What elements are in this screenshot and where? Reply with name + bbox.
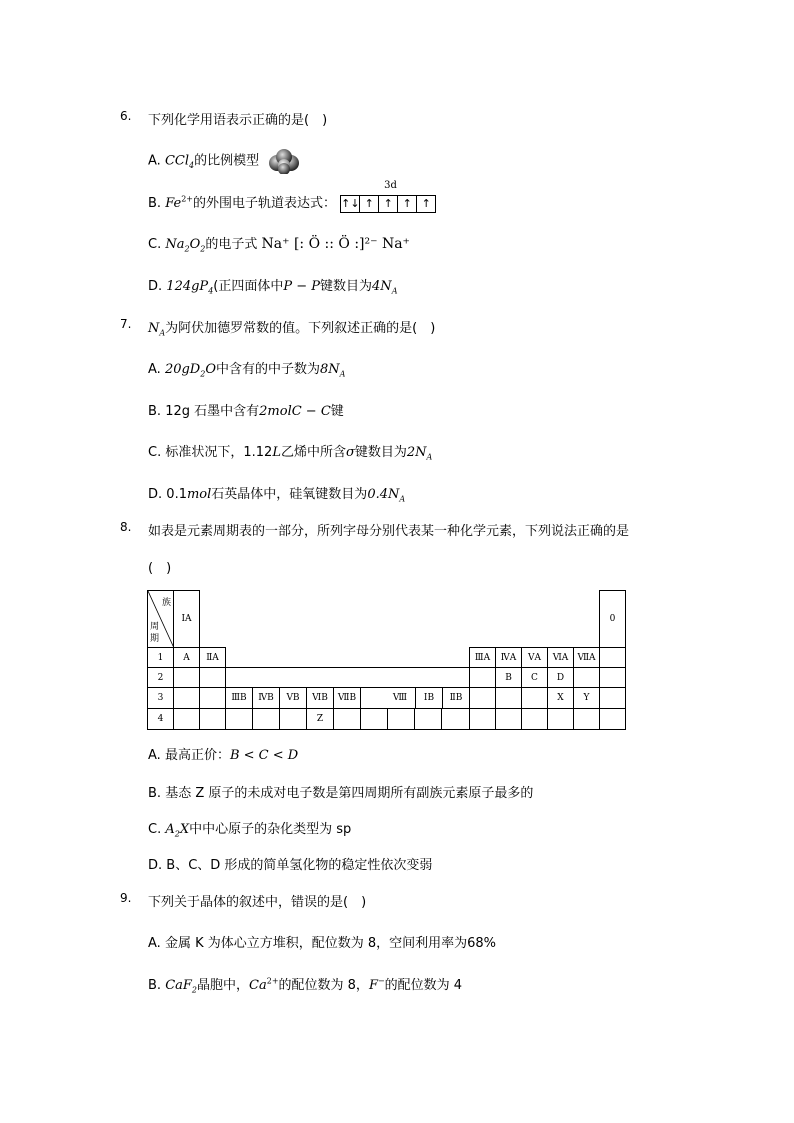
q8-option-a: A. 最高正价：B < C < D (148, 748, 299, 763)
group-label: ⅦB (334, 688, 361, 708)
question-stem: $N_A$为阿伏加德罗常数的值。下列叙述正确的是( ) (148, 321, 436, 338)
group-label: ⅣB (253, 688, 280, 708)
q6-option-b: B. $Fe^{2+}$的外围电子轨道表达式： 3d ↑↓ ↑ ↑ ↑ ↑ (148, 192, 436, 213)
group-label: ⅥA (548, 648, 574, 668)
group-label: ⅥB (307, 688, 334, 708)
question-stem: 下列化学用语表示正确的是( ) (148, 113, 328, 128)
group-label: ⅦA (574, 648, 600, 668)
question-number: 8. (120, 520, 132, 534)
question-stem: 下列关于晶体的叙述中，错误的是( ) (148, 895, 367, 910)
question-number: 6. (120, 109, 132, 123)
element-cell: A (174, 648, 200, 668)
group-label: Ⅷ (385, 688, 416, 708)
period-label: 4 (148, 709, 174, 730)
table-corner-header: 族 周 期 (148, 591, 174, 648)
q8-option-c: C. $A_2X$中中心原子的杂化类型为 sp (148, 822, 352, 839)
group-label: ⅠB (416, 688, 443, 708)
group-label: ⅢA (470, 648, 496, 668)
q9-option-a: A. 金属 K 为体心立方堆积，配位数为 8，空间利用率为68% (148, 936, 497, 951)
group-label: ⅤB (280, 688, 307, 708)
question-number: 7. (120, 317, 132, 331)
question-8-paren: ( ) (148, 561, 172, 576)
element-cell: C (522, 668, 548, 688)
orbital-box: ↑ (421, 196, 431, 210)
element-cell: B (496, 668, 522, 688)
q6-option-c: C. $Na_2O_2$的电子式 Na⁺ [: Ö :: Ö :]²⁻ Na⁺ (148, 236, 410, 254)
group-label: ⅡA (200, 648, 226, 668)
periodic-table (147, 590, 626, 730)
q6-option-a: A. CCl$_4$的比例模型 (148, 148, 301, 174)
group-label: 0 (600, 591, 626, 648)
period-label: 3 (148, 688, 174, 709)
group-label: ⅤA (522, 648, 548, 668)
group-label: ⅡB (449, 693, 463, 703)
group-label: ⅣA (496, 648, 522, 668)
electron-dot-formula: Na⁺ [: Ö :: Ö :]²⁻ Na⁺ (261, 236, 410, 252)
question-number: 9. (120, 891, 132, 905)
space-filling-model-icon (267, 148, 301, 174)
element-cell: D (548, 668, 574, 688)
orbital-diagram: 3d ↑↓ ↑ ↑ ↑ ↑ (340, 195, 436, 213)
period-label: 2 (148, 668, 174, 688)
q8-option-b: B. 基态 Z 原子的未成对电子数是第四周期所有副族元素原子最多的 (148, 786, 534, 801)
q7-option-a: A. $20gD_2O$中含有的中子数为$8N_A$ (148, 362, 346, 379)
element-cell: X (548, 688, 574, 709)
group-label: ⅢB (226, 688, 253, 708)
element-cell: Z (307, 709, 334, 729)
orbital-box: ↑ (360, 196, 379, 212)
orbital-box: ↑ (379, 196, 398, 212)
q9-option-b: B. CaF$_2$晶胞中，$Ca^{2+}$的配位数为 8，F−的配位数为 4 (148, 976, 463, 995)
q7-option-b: B. 12g 石墨中含有2molC − C键 (148, 404, 344, 419)
question-stem: 如表是元素周期表的一部分，所列字母分别代表某一种化学元素，下列说法正确的是 (148, 524, 630, 539)
q8-option-d: D. B、C、D 形成的简单氢化物的稳定性依次变弱 (148, 858, 433, 873)
element-cell: Y (574, 688, 600, 709)
orbital-box: ↑↓ (341, 196, 360, 210)
q7-option-c: C. 标准状况下，1.12L乙烯中所含σ键数目为$2N_A$ (148, 445, 433, 462)
q7-option-d: D. 0.1mol石英晶体中，硅氧键数目为$0.4N_A$ (148, 487, 406, 504)
period-label: 1 (148, 648, 174, 668)
q6-option-d: D. $124gP_4$(正四面体中P − P键数目为$4N_A$ (148, 279, 398, 296)
orbital-box: ↑ (398, 196, 417, 212)
group-label: ⅠA (174, 591, 200, 648)
